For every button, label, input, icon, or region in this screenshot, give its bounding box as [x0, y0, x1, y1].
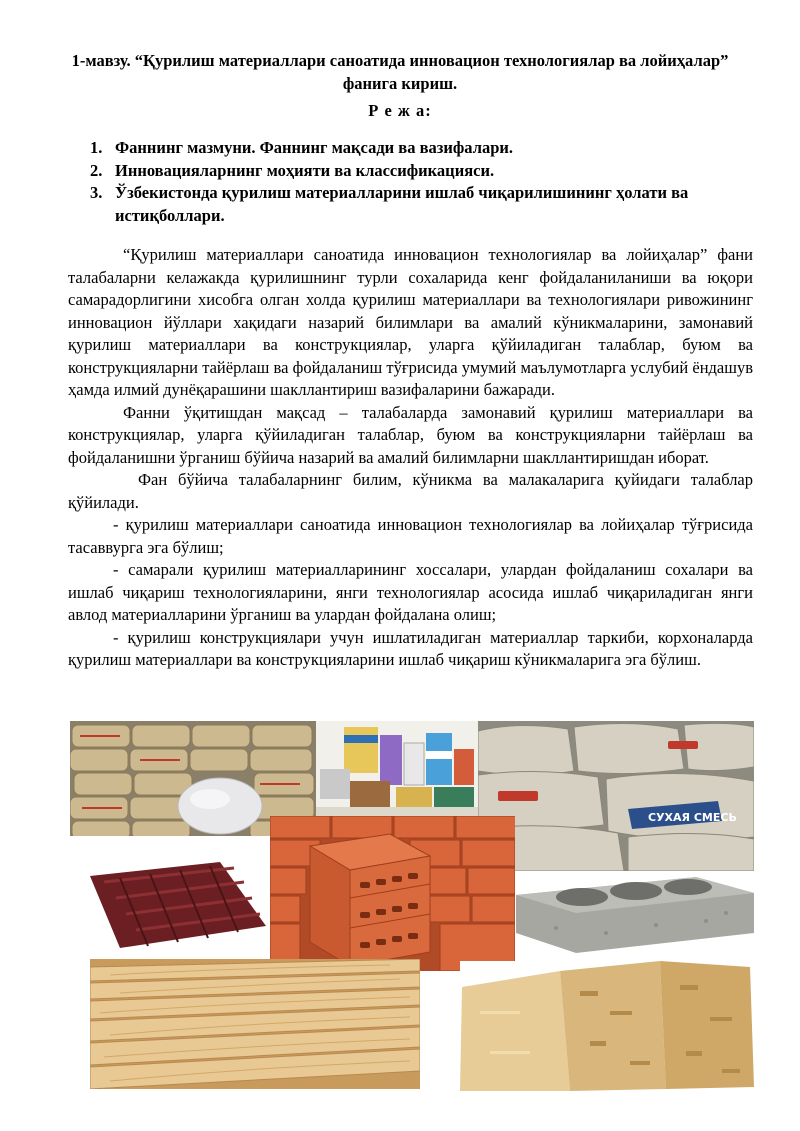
paragraph: Фан бўйича талабаларнинг билим, кўникма ва малакаларига қуйидаги талаблар қўйилади. [68, 470, 753, 512]
plan-item: 1. Фаннинг мазмуни. Фаннинг мақсади ва вазифалари. [90, 138, 514, 157]
paragraph: “Қурилиш материаллари саноатида инновацион технологиялар ва лойиҳалар” фани талабаларни келажакда қурилишнинг турли сохаларида кенг фойдаланиланиши ва юқори самарадорлигини хисобга олган холда қурилиш материаллари ва технологиялари ривожининг инновацион йўллари хақидаги назарий билимлари ва амалий кўникмаларини, замонавий қурилиш материаллари ва конструкциялар, уларга қўйиладиган талаблар, буюм ва конструкцияларни тайёрлаш ва фойдаланиш тўғрисида умумий маълумотларга услубий ёндашув ҳамда илмий дунёқарашини шакллантириш вазифаларини бажаради. [68, 245, 753, 399]
red-bricks-photo [270, 816, 515, 971]
plan-item: 2. Инновацияларнинг моҳияти ва классификацияси. [90, 160, 495, 180]
paragraph: Фанни ўқитишдан мақсад – талабаларда замонавий қурилиш материаллари ва конструкциялар, уларга қўйиладиган талаблар, буюм ва конструкцияларни тайёрлаш ва фойдаланишни ўрганиш бўйича назарий ва амалий билимларни шакллантиришдан иборат. [68, 402, 753, 467]
building-supplies-photo [316, 721, 478, 816]
concrete-block-photo [516, 873, 754, 953]
plan-item: 3. Ўзбекистонда қурилиш материалларини ишлаб чиқарилишининг ҳолати ва истиқболлари. [90, 183, 689, 225]
bullet-item: - қурилиш материаллари саноатида инновацион технологиялар ва лойиҳалар тўғрисида тасаввурга эга бўлиш; [68, 515, 753, 557]
dry-mix-bags-photo [478, 721, 754, 871]
document-title: 1-мавзу. “Қурилиш материаллари саноатида инновацион технологиялар ва лойиҳалар” фанига кириш. [71, 51, 729, 93]
materials-collage [70, 721, 754, 1091]
bullet-item: - қурилиш конструкциялари учун ишлатиладиган материаллар таркиби, корхоналарда қурилиш материаллари ва конструкцияларини ишлаб чиқариш кўникмаларига эга бўлиш. [68, 627, 753, 669]
bullet-item: - самарали қурилиш материалларининг хоссалари, улардан фойдаланиш сохалари ва ишлаб чиқариш технологияларини, янги технологиялар асосида ишлаб чиқариладиган янги авлод материалларини ўрганиш ва улардан фойдалана олиш; [68, 560, 753, 624]
plan-heading: Р е ж а: [368, 101, 432, 120]
metal-roof-tile-photo [80, 856, 268, 951]
body-text [68, 244, 753, 672]
bag-label: СУХАЯ СМЕСЬ [648, 811, 737, 824]
osb-boards-photo [460, 961, 754, 1091]
plan-list [90, 137, 760, 227]
wood-planks-photo [90, 959, 420, 1089]
